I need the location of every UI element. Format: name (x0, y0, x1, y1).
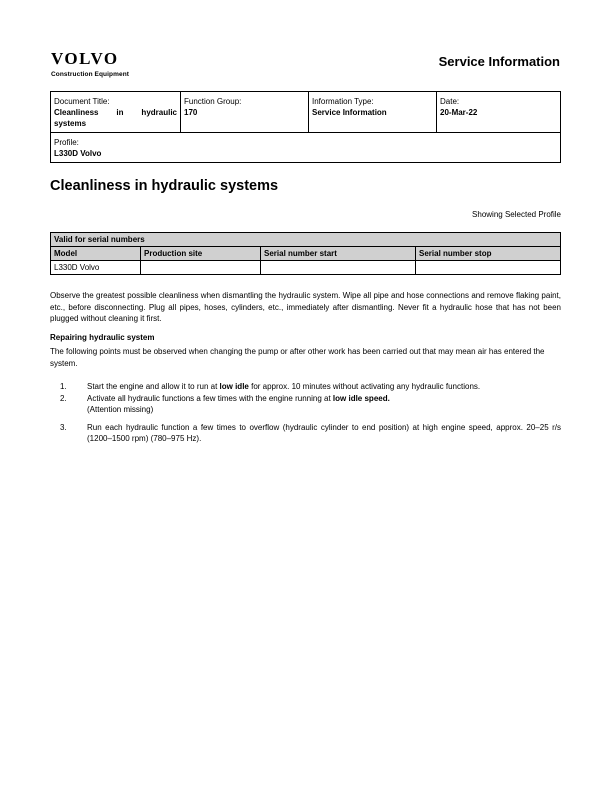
step-number: 3. (60, 422, 67, 432)
information-type-cell (309, 92, 437, 133)
section-paragraph: The following points must be observed when changing the pump or after other work has been carried out that may mean air has entered the system. (50, 347, 545, 368)
column-header-serial-stop: Serial number stop (416, 247, 561, 261)
list-item (50, 422, 561, 445)
column-header-model: Model (51, 247, 141, 261)
intro-paragraph: Observe the greatest possible cleanliness when dismantling the hydraulic system. Wipe all pipe and hose connections and remove flaking paint, etc., before disconnecting. Plug all pipes, hoses, cylinders, etc., immediately after dismantling. Never fit a hydraulic hose that has not been plugged without cleaning it first. (50, 291, 561, 323)
profile-note: Showing Selected Profile (472, 210, 561, 219)
serial-table-caption: Valid for serial numbers (51, 233, 561, 247)
step-note: (Attention missing) (87, 405, 154, 414)
cell-production-site (141, 261, 261, 275)
step-number: 1. (60, 382, 67, 391)
date-value: 20-Mar-22 (440, 108, 478, 117)
document-title-label: Document Title: (54, 97, 110, 106)
document-title-line1: Cleanliness in hydraulic (54, 108, 177, 117)
step-text: Start the engine and allow it to run at (87, 382, 220, 391)
table-row (51, 261, 561, 275)
list-item (50, 393, 561, 416)
step-emphasis: low idle speed. (332, 393, 390, 403)
column-header-serial-start: Serial number start (261, 247, 416, 261)
document-title-cell (51, 92, 181, 133)
profile-cell (51, 133, 561, 163)
step-number: 2. (60, 393, 67, 403)
volvo-logo (51, 50, 129, 78)
function-group-value: 170 (184, 108, 198, 117)
date-label: Date: (440, 97, 460, 106)
cell-serial-stop (416, 261, 561, 275)
step-text-after: for approx. 10 minutes without activating any hydraulic functions. (248, 382, 481, 391)
page-title: Cleanliness in hydraulic systems (50, 178, 279, 194)
logo-wordmark: VOLVO (51, 49, 119, 68)
document-type-heading: Service Information (438, 54, 560, 69)
profile-value: L330D Volvo (54, 149, 102, 158)
serial-number-table (50, 232, 561, 275)
step-emphasis: low idle (219, 382, 249, 391)
function-group-label: Function Group: (184, 97, 242, 106)
document-meta-table (50, 91, 561, 163)
column-header-production-site: Production site (141, 247, 261, 261)
logo-subtext: Construction Equipment (51, 71, 130, 78)
information-type-value: Service Information (312, 108, 387, 117)
cell-serial-start (261, 261, 416, 275)
document-title-line2: systems (54, 119, 87, 128)
section-subheading: Repairing hydraulic system (50, 333, 155, 342)
cell-model: L330D Volvo (51, 261, 141, 275)
profile-label: Profile: (54, 138, 79, 147)
list-item (50, 381, 561, 393)
information-type-label: Information Type: (312, 97, 374, 106)
step-text: Run each hydraulic function a few times to overflow (hydraulic cylinder to end position) at high engine speed, approx. 20–25 r/s (1200–1500 rpm) (780–975 Hz). (87, 422, 561, 443)
steps-list (50, 381, 561, 445)
step-text: Activate all hydraulic functions a few times with the engine running at (87, 393, 333, 403)
date-cell (437, 92, 561, 133)
function-group-cell (181, 92, 309, 133)
